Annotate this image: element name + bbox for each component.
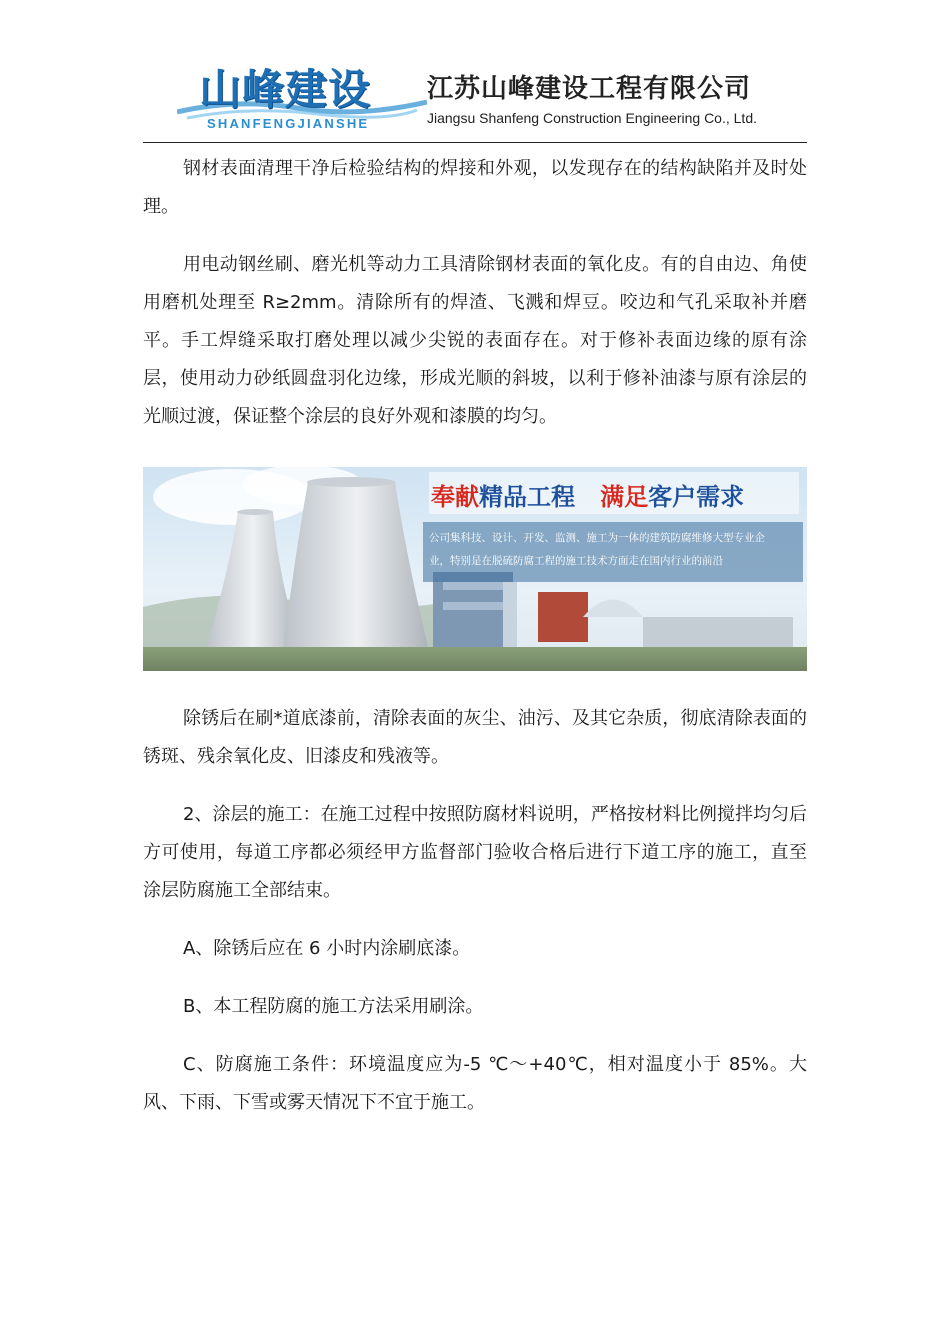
banner-title xyxy=(431,477,744,512)
paragraph: 用电动钢丝刷、磨光机等动力工具清除钢材表面的氧化皮。有的自由边、角使用磨机处理至 R≥2mm。清除所有的焊渣、飞溅和焊豆。咬边和气孔采取补并磨平。手工焊缝采取打磨处理以减少尖锐的表面存在。对于修补表面边缘的原有涂层，使用动力砂纸圆盘羽化边缘，形成光顺的斜坡，以利于修补油漆与原有涂层的光顺过渡，保证整个涂层的良好外观和漆膜的均匀。 xyxy=(143,254,807,427)
company-name-en: Jiangsu Shanfeng Construction Engineering Co., Ltd. xyxy=(427,110,757,126)
logo-text-cn: 山峰建设 xyxy=(199,65,372,114)
paragraph: C、防腐施工条件：环境温度应为-5 ℃～+40℃，相对温度小于 85%。大风、下雨、下雪或雾天情况下不宜于施工。 xyxy=(143,1054,807,1113)
banner-title-red-1: 奉献 xyxy=(431,483,479,511)
logo-text-en: SHANFENGJIANSHE xyxy=(207,116,370,131)
document-header xyxy=(143,58,807,143)
paragraph: 2、涂层的施工：在施工过程中按照防腐材料说明，严格按材料比例搅拌均匀后方可使用，每道工序都必须经甲方监督部门验收合格后进行下道工序的施工，直至涂层防腐施工全部结束。 xyxy=(143,804,807,901)
paragraph: A、除锈后应在 6 小时内涂刷底漆。 xyxy=(183,938,471,959)
paragraph: 钢材表面清理干净后检验结构的焊接和外观，以发现存在的结构缺陷并及时处理。 xyxy=(143,158,807,217)
banner-title-blue-1: 精品工程 xyxy=(479,483,575,511)
company-name-cn: 江苏山峰建设工程有限公司 xyxy=(427,74,752,104)
banner-description: 公司集科技、设计、开发、监测、施工为一体的建筑防腐维修大型专业企业，特别是在脱硫防腐工程的施工技术方面走在国内行业的前沿 xyxy=(429,532,765,567)
promo-banner xyxy=(143,467,807,671)
company-logo xyxy=(177,66,427,136)
paragraph: 除锈后在刷*道底漆前，清除表面的灰尘、油污、及其它杂质，彻底清除表面的锈斑、残余氧化皮、旧漆皮和残液等。 xyxy=(143,708,807,767)
document-body-lower xyxy=(143,700,807,1122)
banner-title-blue-2: 客户需求 xyxy=(648,483,745,511)
paragraph: B、本工程防腐的施工方法采用刷涂。 xyxy=(183,996,484,1017)
banner-title-red-2: 满足 xyxy=(600,483,649,511)
document-body xyxy=(143,150,807,436)
